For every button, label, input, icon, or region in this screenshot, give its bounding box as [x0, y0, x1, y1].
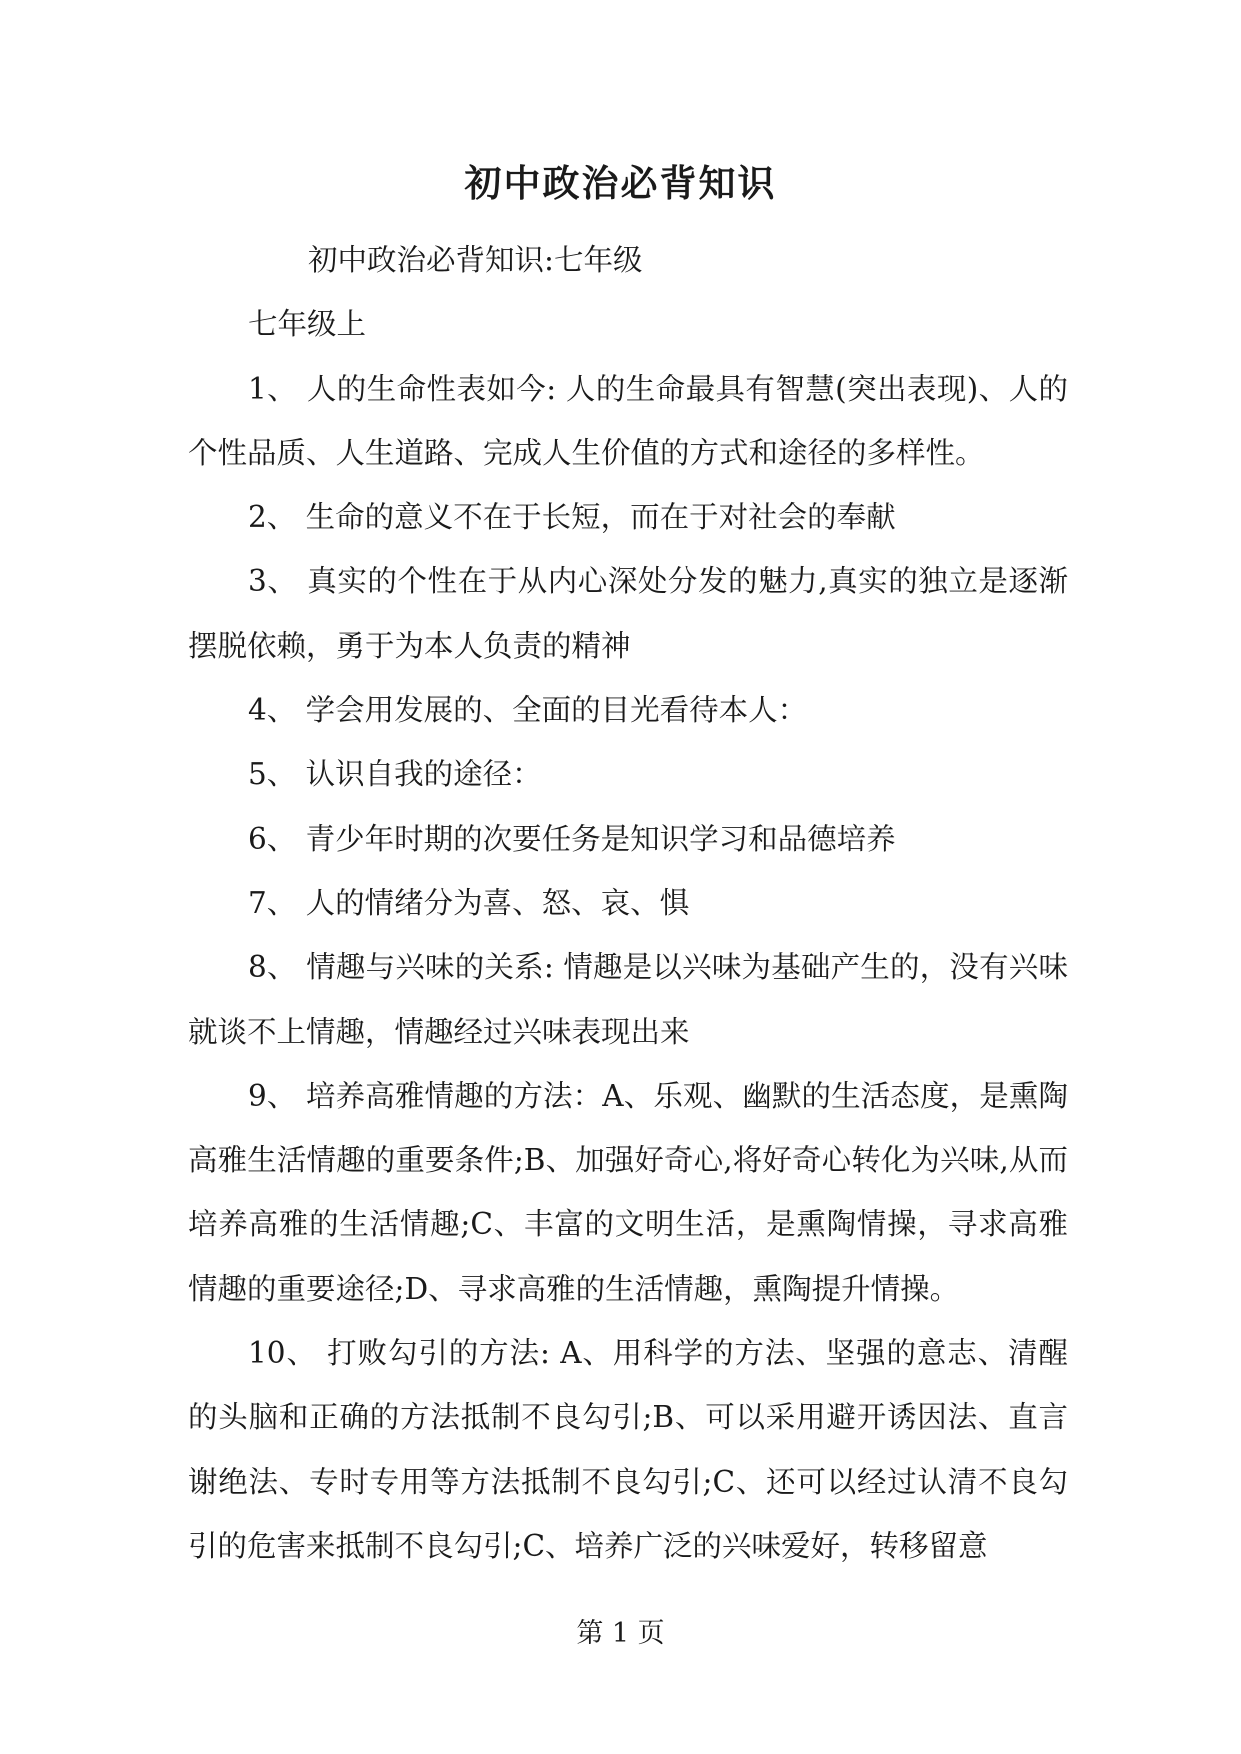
- section-heading: 七年级上: [248, 307, 367, 342]
- paragraph-8: 8、 情趣与兴味的关系: 情趣是以兴味为基础产生的，没有兴味就谈不上情趣，情趣经过兴味表现出来: [188, 950, 1068, 1049]
- paragraph-5: 5、 认识自我的途径：: [248, 757, 542, 792]
- document-body: [188, 228, 1068, 1578]
- paragraph-6: 6、 青少年时期的次要任务是知识学习和品德培养: [248, 821, 896, 856]
- page-number: 第 1 页: [576, 1618, 665, 1649]
- document-subtitle: 初中政治必背知识:七年级: [308, 243, 643, 277]
- paragraph-9: 9、 培养高雅情趣的方法：A、乐观、幽默的生活态度，是熏陶高雅生活情趣的重要条件;B、加强好奇心,将好奇心转化为兴味,从而培养高雅的生活情趣;C、丰富的文明生活，是熏陶情操，寻求高雅情趣的重要途径;D、寻求高雅的生活情趣，熏陶提升情操。: [188, 1078, 1068, 1306]
- paragraph-4: 4、 学会用发展的、全面的目光看待本人：: [248, 693, 808, 728]
- document-title: 初中政治必背知识: [464, 161, 777, 205]
- paragraph-10: 10、 打败勾引的方法: A、用科学的方法、坚强的意志、清醒的头脑和正确的方法抵制不良勾引;B、可以采用避开诱因法、直言谢绝法、专时专用等方法抵制不良勾引;C、还可以经过认清不良勾引的危害来抵制不良勾引;C、培养广泛的兴味爱好，转移留意: [188, 1336, 1068, 1563]
- paragraph-2: 2、 生命的意义不在于长短，而在于对社会的奉献: [248, 500, 896, 535]
- paragraph-7: 7、 人的情绪分为喜、怒、哀、惧: [248, 885, 690, 920]
- paragraph-3: 3、 真实的个性在于从内心深处分发的魅力,真实的独立是逐渐摆脱依赖，勇于为本人负责的精神: [188, 564, 1068, 663]
- paragraph-1: 1、 人的生命性表如今: 人的生命最具有智慧(突出表现)、人的个性品质、人生道路、完成人生价值的方式和途径的多样性。: [188, 371, 1068, 470]
